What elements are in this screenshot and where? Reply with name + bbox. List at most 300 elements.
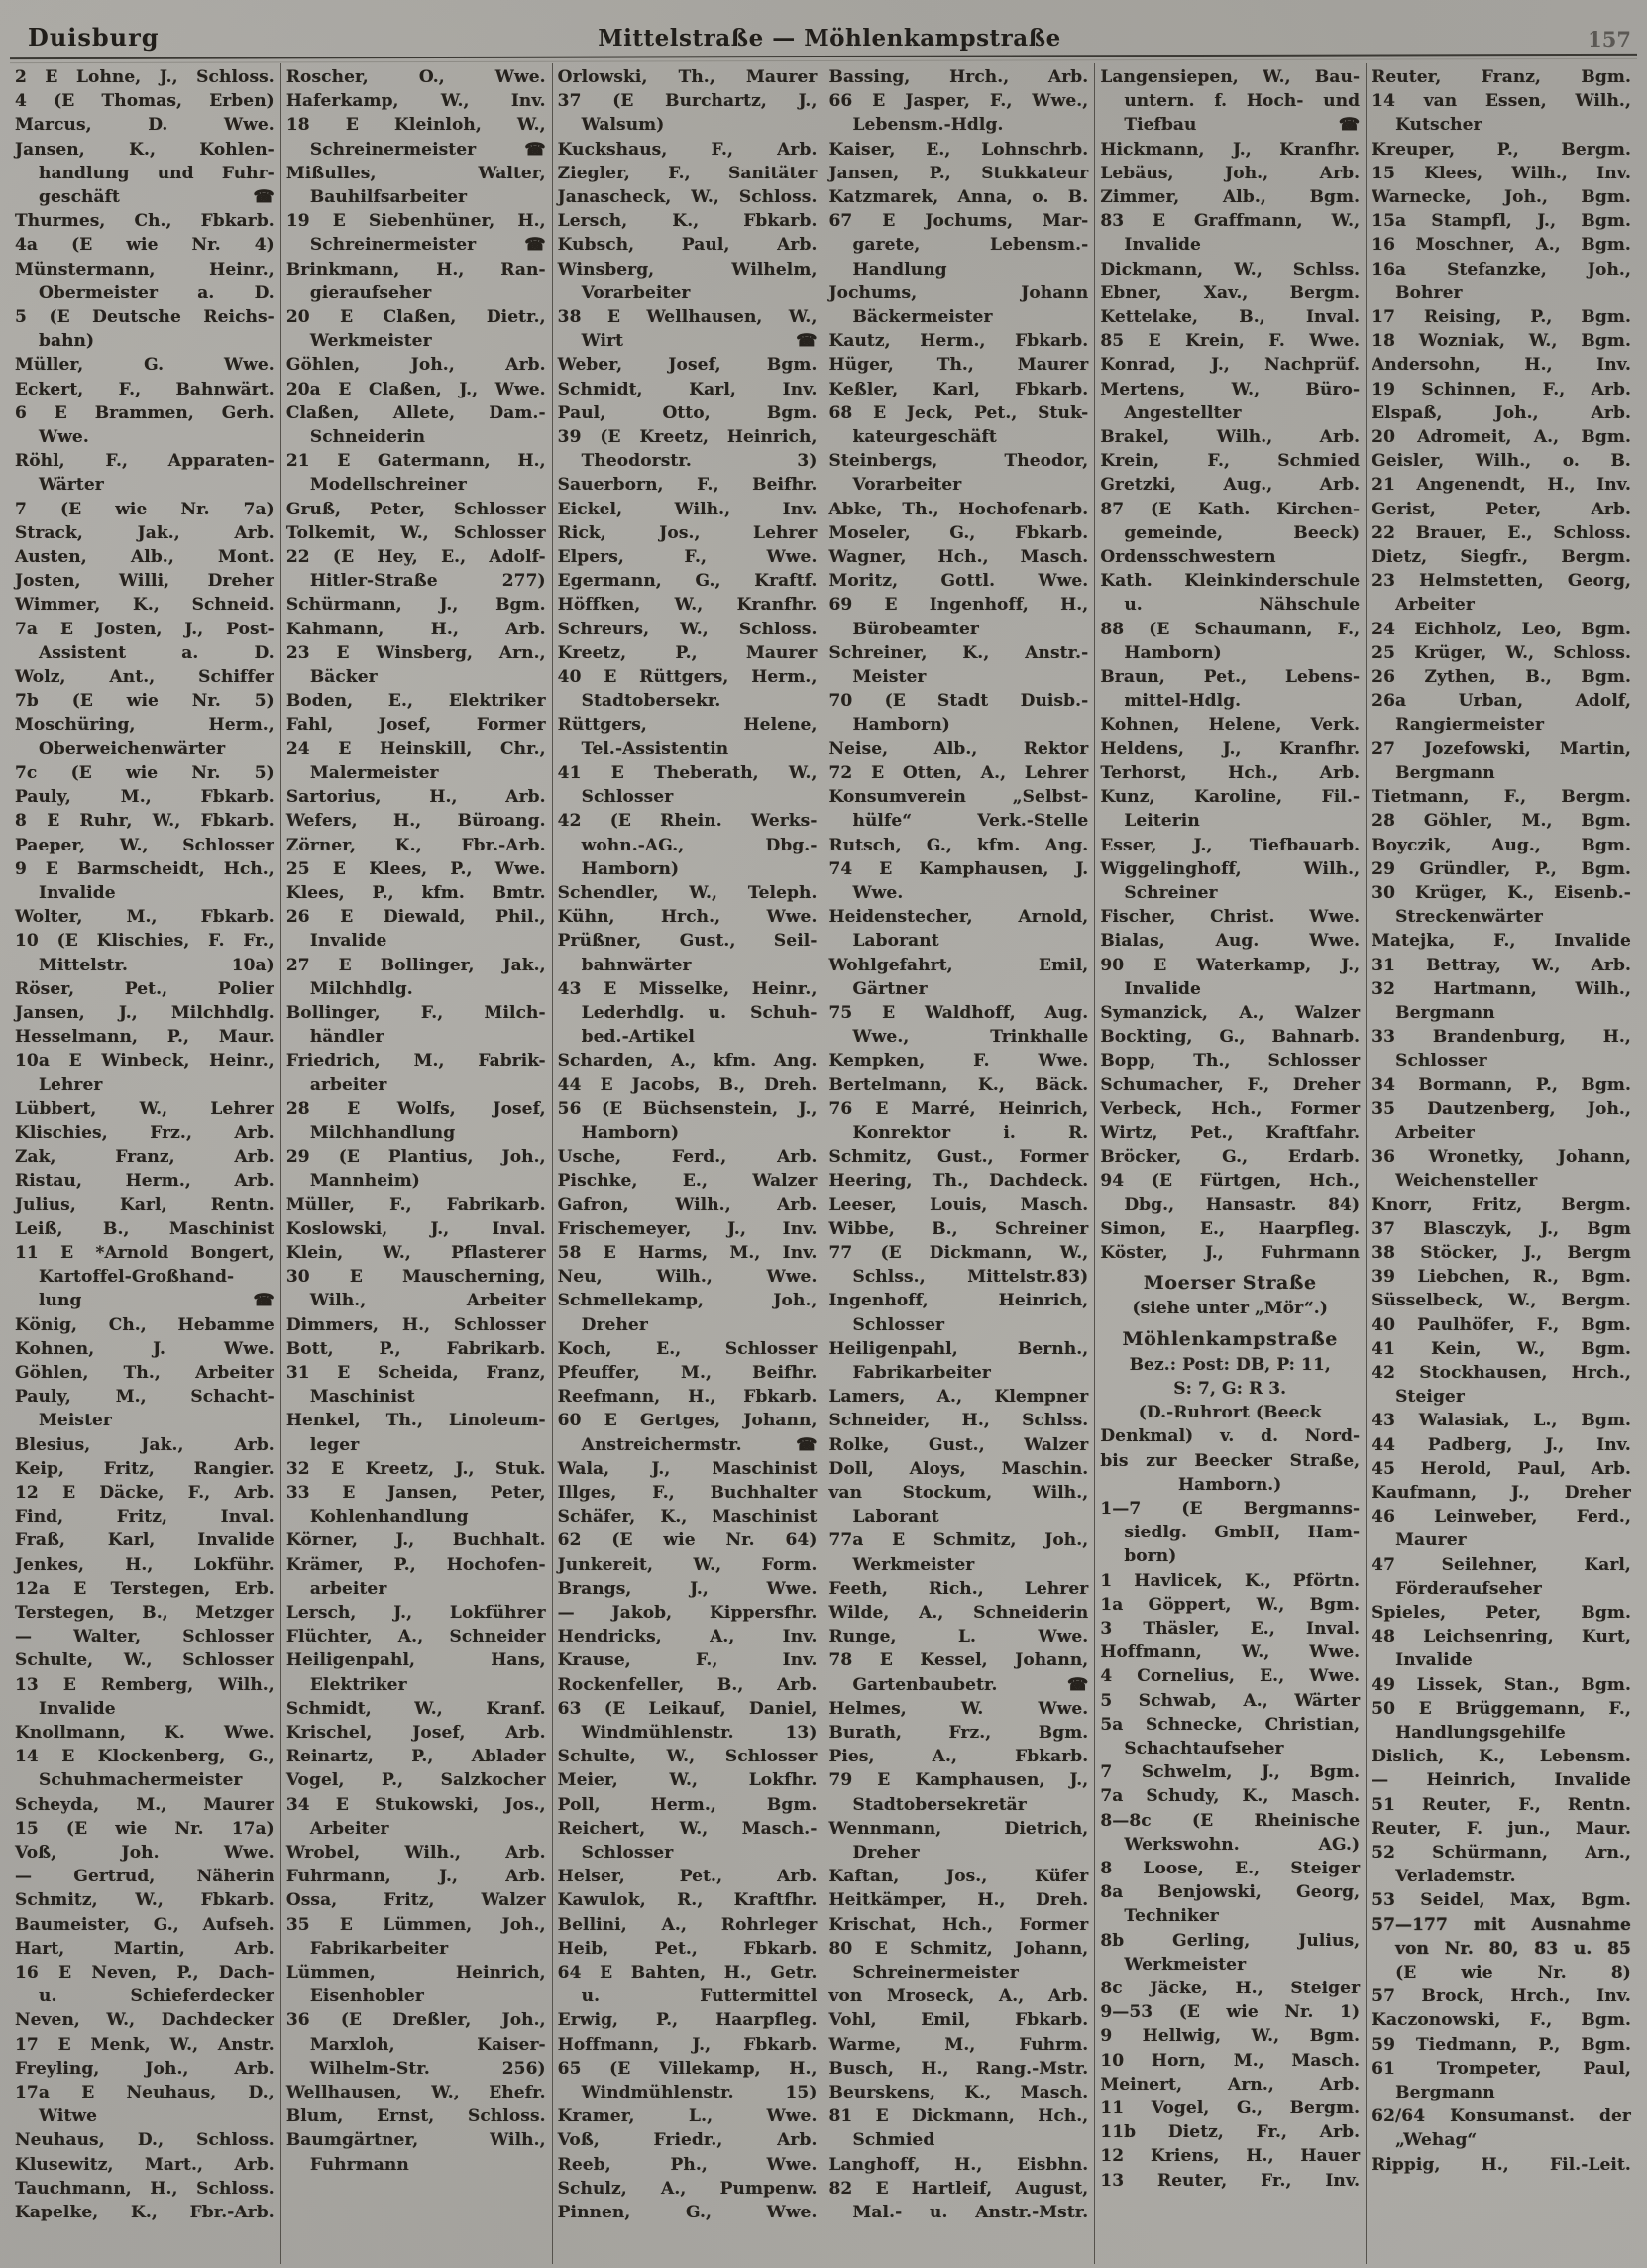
directory-line: Bez.: Post: DB, P: 11, [1129, 1354, 1331, 1375]
directory-line: Warnecke, Joh., Bgm. [1372, 187, 1631, 208]
directory-line: Wilde, A., Schneiderin [828, 1603, 1089, 1623]
directory-line: 34 E Stukowski, Jos., [285, 1794, 546, 1815]
directory-line: Runge, L. Wwe. [828, 1627, 1089, 1647]
directory-line: Krischat, Hch., Former [828, 1914, 1089, 1935]
directory-line: 40 E Rüttgers, Herm., [557, 667, 818, 688]
directory-line: Göhlen, Th., Arbeiter [15, 1362, 274, 1383]
directory-line: 38 Stöcker, J., Bergm [1372, 1242, 1631, 1263]
directory-line: Leiß, B., Maschinist [15, 1218, 274, 1239]
directory-line: Scharden, A., kfm. Ang. [557, 1051, 818, 1072]
directory-line: Baumgärtner, Wilh., [285, 2130, 546, 2151]
directory-line: 41 E Theberath, W., [557, 762, 818, 783]
directory-line: Reinartz, P., Ablader [285, 1747, 546, 1767]
directory-line: Fahl, Josef, Former [285, 715, 546, 736]
directory-line: Theodorstr. 3) [581, 451, 818, 472]
directory-line: 8—8c (E Rheinische [1100, 1810, 1361, 1831]
directory-line: Braun, Pet., Lebens- [1100, 667, 1361, 688]
directory-line: Kaftan, Jos., Küfer [828, 1867, 1089, 1887]
directory-line: Bopp, Th., Schlosser [1100, 1051, 1361, 1072]
directory-line: Vogel, P., Salzkocher [285, 1770, 546, 1791]
directory-line: 17 E Menk, W., Anstr. [15, 2034, 274, 2055]
directory-line: 8 Loose, E., Steiger [1100, 1859, 1361, 1879]
directory-line: Kath. Kleinkinderschule [1100, 571, 1361, 592]
directory-line: 82 E Hartleif, August, [828, 2178, 1089, 2199]
directory-line: Thurmes, Ch., Fbkarb. [15, 211, 274, 232]
directory-line: Schreiner, K., Anstr.- [828, 642, 1089, 663]
directory-line: 63 (E Leikauf, Daniel, [557, 1698, 818, 1719]
directory-line: Voß, Joh. Wwe. [15, 1843, 274, 1864]
directory-line: Köster, J., Fuhrmann [1100, 1242, 1361, 1263]
directory-line: Elektriker [309, 1674, 407, 1695]
directory-line: Abke, Th., Hochofenarb. [828, 499, 1089, 519]
directory-line: Schulte, W., Schlosser [557, 1747, 818, 1767]
directory-line: 27 E Bollinger, Jak., [285, 955, 546, 975]
directory-line: bed.-Artikel [581, 1027, 695, 1048]
directory-line: Lederhdlg. u. Schuh- [581, 1002, 818, 1023]
directory-line: Knorr, Fritz, Bergm. [1372, 1194, 1631, 1215]
directory-line: Wolz, Ant., Schiffer [15, 667, 274, 688]
directory-line: 1a Göppert, W., Bgm. [1100, 1594, 1361, 1615]
directory-line: Kempken, F. Wwe. [828, 1051, 1089, 1072]
directory-line: Tel.-Assistentin [581, 738, 729, 759]
directory-line: Schneider, H., Schlss. [828, 1411, 1089, 1431]
directory-line: Keip, Fritz, Rangier. [15, 1458, 274, 1479]
directory-line: Invalide [39, 1698, 116, 1719]
directory-line: Streckenwärter [1395, 907, 1543, 928]
directory-line: Lebensm.-Hdlg. [852, 115, 1004, 136]
directory-line: — Heinrich, Invalide [1372, 1770, 1631, 1791]
directory-line: Bäckermeister [852, 307, 993, 328]
directory-line: Josten, Willi, Dreher [15, 571, 274, 592]
directory-line: 21 Angenendt, H., Inv. [1372, 475, 1631, 496]
directory-line: Reefmann, H., Fbkarb. [557, 1387, 818, 1408]
directory-line: Bialas, Aug. Wwe. [1100, 931, 1361, 952]
directory-line: u. Nähschule [1124, 595, 1361, 616]
directory-line: 28 Göhler, M., Bgm. [1372, 811, 1631, 832]
directory-line: Pauly, M., Schacht- [15, 1387, 274, 1408]
directory-line: Schlosser [852, 1314, 945, 1335]
directory-line: Schumacher, F., Dreher [1100, 1075, 1361, 1095]
directory-line: 14 van Essen, Wilh., [1372, 91, 1631, 112]
directory-line: Sartorius, H., Arb. [285, 787, 546, 808]
directory-line: Heiligenpahl, Hans, [285, 1650, 546, 1671]
directory-line: 12 E Däcke, F., Arb. [15, 1482, 274, 1503]
directory-line: Wwe. [39, 427, 89, 448]
directory-line: 9 E Barmscheidt, Hch., [15, 858, 274, 879]
directory-line: Verlademstr. [1395, 1867, 1516, 1887]
directory-line: Baumeister, G., Aufseh. [15, 1914, 274, 1935]
directory-line: Bäcker [309, 667, 378, 688]
directory-line: Schlosser [581, 1843, 674, 1864]
directory-line: 16 Moschner, A., Bgm. [1372, 235, 1631, 256]
directory-line: Pauly, M., Fbkarb. [15, 787, 274, 808]
directory-line: Katzmarek, Anna, o. B. [828, 187, 1089, 208]
directory-line: Kaufmann, J., Dreher [1372, 1482, 1631, 1503]
directory-line: 26 E Diewald, Phil., [285, 907, 546, 928]
directory-line: Geisler, Wilh., o. B. [1372, 451, 1631, 472]
directory-line: Langensiepen, W., Bau- [1100, 67, 1361, 87]
directory-line: 8c Jäcke, H., Steiger [1100, 1979, 1361, 1999]
directory-line: Paeper, W., Schlosser [15, 835, 274, 855]
directory-line: Roscher, O., Wwe. [285, 67, 546, 87]
directory-line: Terhorst, Hch., Arb. [1100, 762, 1361, 783]
directory-line: 78 E Kessel, Johann, [828, 1650, 1089, 1671]
directory-line: Schlosser [1395, 1051, 1487, 1072]
directory-line: Janascheck, W., Schloss. [557, 187, 818, 208]
directory-line: Julius, Karl, Rentn. [15, 1194, 274, 1215]
directory-line: Werkmeister [309, 331, 432, 352]
directory-line: Maurer [1395, 1531, 1467, 1551]
directory-line: (D.-Ruhrort (Beeck [1138, 1403, 1322, 1423]
directory-line: Wrobel, Wilh., Arb. [285, 1843, 546, 1864]
directory-line: Laborant [852, 1507, 939, 1528]
directory-line: Windmühlenstr. 15) [581, 2083, 818, 2103]
directory-line: 24 Eichholz, Leo, Bgm. [1372, 619, 1631, 639]
directory-line: 81 E Dickmann, Hch., [828, 2106, 1089, 2127]
directory-line: von Nr. 80, 83 u. 85 [1395, 1938, 1631, 1959]
column-6 [1367, 63, 1637, 2264]
directory-line: Kahmann, H., Arb. [285, 619, 546, 639]
directory-line: 18 Wozniak, W., Bgm. [1372, 331, 1631, 352]
directory-line: Friedrich, M., Fabrik- [285, 1051, 546, 1072]
directory-line: 41 Kein, W., Bgm. [1372, 1338, 1631, 1359]
directory-line: 7c (E wie Nr. 5) [15, 762, 274, 783]
directory-line: 44 E Jacobs, B., Dreh. [557, 1075, 818, 1095]
directory-line: Verbeck, Hch., Former [1100, 1098, 1361, 1119]
directory-line: 22 (E Hey, E., Adolf- [285, 547, 546, 568]
directory-line: Warme, M., Fuhrm. [828, 2034, 1089, 2055]
directory-line: Dreher [852, 1843, 920, 1864]
directory-line: 22 Brauer, E., Schloss. [1372, 522, 1631, 543]
directory-line: Illges, F., Buchhalter [557, 1482, 818, 1503]
directory-line: Freyling, Joh., Arb. [15, 2058, 274, 2079]
directory-line: Jansen, P., Stukkateur [828, 163, 1089, 183]
directory-line: Wala, J., Maschinist [557, 1458, 818, 1479]
directory-line: wohn.-AG., Dbg.- [581, 835, 818, 855]
directory-line: Wwe., Trinkhalle [852, 1027, 1089, 1048]
header-city: Duisburg [28, 23, 160, 52]
directory-line: Neise, Alb., Rektor [828, 738, 1089, 759]
header-rule [10, 54, 1637, 63]
directory-line: 56 (E Büchsenstein, J., [557, 1098, 818, 1119]
directory-line: 34 Bormann, P., Bgm. [1372, 1075, 1631, 1095]
directory-line: Schmitz, W., Fbkarb. [15, 1890, 274, 1911]
directory-line: Schneiderin [309, 427, 426, 448]
directory-line: Keßler, Karl, Fbkarb. [828, 379, 1089, 399]
directory-line: Lebäus, Joh., Arb. [1100, 163, 1361, 183]
directory-line: Blum, Ernst, Schloss. [285, 2106, 546, 2127]
directory-line: 4a (E wie Nr. 4) [15, 235, 274, 256]
directory-line: 19 Schinnen, F., Arb. [1372, 379, 1631, 399]
directory-line: Wirtz, Pet., Kraftfahr. [1100, 1122, 1361, 1143]
directory-line: arbeiter [309, 1075, 387, 1095]
directory-line: Münstermann, Heinr., [15, 259, 274, 280]
directory-line: Lümmen, Heinrich, [285, 1963, 546, 1984]
directory-line: 20 Adromeit, A., Bgm. [1372, 427, 1631, 448]
directory-line: Jansen, J., Milchhdlg. [15, 1002, 274, 1023]
directory-line: 10a E Winbeck, Heinr., [15, 1051, 274, 1072]
directory-line: Müller, F., Fabrikarb. [285, 1194, 546, 1215]
directory-line: Leiterin [1124, 811, 1200, 832]
directory-line: Wellhausen, W., Ehefr. [285, 2083, 546, 2103]
directory-line: 83 E Graffmann, W., [1100, 211, 1361, 232]
directory-line: 7 Schwelm, J., Bgm. [1100, 1762, 1361, 1783]
directory-line: Mannheim) [309, 1171, 420, 1191]
directory-line: 11b Dietz, Fr., Arb. [1100, 2122, 1361, 2143]
directory-line: Heiligenpahl, Bernh., [828, 1338, 1089, 1359]
directory-line: Pinnen, G., Wwe. [557, 2203, 818, 2223]
directory-line: 10 Horn, M., Masch. [1100, 2050, 1361, 2071]
directory-line: Schmidt, W., Kranf. [285, 1698, 546, 1719]
directory-line: 47 Seilehner, Karl, [1372, 1554, 1631, 1575]
directory-line: Wilhelm-Str. 256) [309, 2058, 546, 2079]
directory-line: 20 E Claßen, Dietr., [285, 307, 546, 328]
directory-line: Heib, Pet., Fbkarb. [557, 1938, 818, 1959]
directory-line: Kawulok, R., Kraftfhr. [557, 1890, 818, 1911]
directory-line: Rippig, H., Fil.-Leit. [1372, 2154, 1631, 2175]
directory-line: Invalide [1124, 235, 1201, 256]
directory-line: Moseler, G., Fbkarb. [828, 522, 1089, 543]
directory-line: Schmitz, Gust., Former [828, 1147, 1089, 1168]
directory-line: Rangiermeister [1395, 715, 1545, 736]
directory-line: Zak, Franz, Arb. [15, 1147, 274, 1168]
directory-line: Helmes, W. Wwe. [828, 1698, 1089, 1719]
directory-line: Gafron, Wilh., Arb. [557, 1194, 818, 1215]
directory-line: Klein, W., Pflasterer [285, 1242, 546, 1263]
directory-line: Gartenbaubetr. ☎ [852, 1674, 1089, 1695]
directory-line: Fabrikarbeiter [852, 1362, 991, 1383]
directory-line: Hendricks, A., Inv. [557, 1627, 818, 1647]
directory-line: Gretzki, Aug., Arb. [1100, 475, 1361, 496]
directory-line: Obermeister a. D. [39, 283, 274, 303]
directory-line: Süsselbeck, W., Bergm. [1372, 1291, 1631, 1311]
directory-line: Wohlgefahrt, Emil, [828, 955, 1089, 975]
directory-line: 77 (E Dickmann, W., [828, 1242, 1089, 1263]
directory-line: 13 E Remberg, Wilh., [15, 1674, 274, 1695]
directory-line: Koslowski, J., Inval. [285, 1218, 546, 1239]
directory-line: Steiger [1395, 1387, 1465, 1408]
directory-line: von Mroseck, A., Arb. [828, 1986, 1089, 2007]
directory-line: Langhoff, H., Eisbhn. [828, 2154, 1089, 2175]
directory-line: Bellini, A., Rohrleger [557, 1914, 818, 1935]
directory-line: Lersch, J., Lokführer [285, 1603, 546, 1623]
directory-line: König, Ch., Hebamme [15, 1314, 274, 1335]
directory-line: Moritz, Gottl. Wwe. [828, 571, 1089, 592]
directory-line: Kaczonowski, F., Bgm. [1372, 2010, 1631, 2031]
directory-line: Busch, H., Rang.-Mstr. [828, 2058, 1089, 2079]
directory-line: arbeiter [309, 1578, 387, 1599]
directory-line: 60 E Gertges, Johann, [557, 1411, 818, 1431]
column-4 [824, 63, 1095, 2264]
directory-line: Bott, P., Fabrikarb. [285, 1338, 546, 1359]
directory-line: Bassing, Hrch., Arb. [828, 67, 1089, 87]
directory-line: Rick, Jos., Lehrer [557, 522, 818, 543]
directory-line: 57 Brock, Hrch., Inv. [1372, 1986, 1631, 2007]
directory-line: Heidenstecher, Arnold, [828, 907, 1089, 928]
directory-line: 5 Schwab, A., Wärter [1100, 1690, 1361, 1711]
directory-line: Techniker [1124, 1906, 1219, 1927]
directory-line: Reeb, Ph., Wwe. [557, 2154, 818, 2175]
directory-line: Neven, W., Dachdecker [15, 2010, 274, 2031]
directory-line: Tauchmann, H., Schloss. [15, 2178, 274, 2199]
directory-line: 48 Leichsenring, Kurt, [1372, 1627, 1631, 1647]
directory-line: Schendler, W., Teleph. [557, 882, 818, 903]
directory-line: Schmied [852, 2130, 935, 2151]
directory-line: Hoffmann, W., Wwe. [1100, 1643, 1361, 1663]
directory-line: 15a Stampfl, J., Bgm. [1372, 211, 1631, 232]
directory-line: Malermeister [309, 762, 439, 783]
directory-line: Bollinger, F., Milch- [285, 1002, 546, 1023]
directory-line: 5a Schnecke, Christian, [1100, 1714, 1361, 1735]
directory-line: Blesius, Jak., Arb. [15, 1434, 274, 1455]
directory-line: 23 E Winsberg, Arn., [285, 642, 546, 663]
directory-line: Kuckshaus, F., Arb. [557, 139, 818, 160]
directory-line: Hamborn.) [1177, 1474, 1282, 1495]
directory-line: Tiefbau ☎ [1124, 115, 1361, 136]
directory-line: Konrad, J., Nachprüf. [1100, 355, 1361, 376]
directory-line: 50 E Brüggemann, F., [1372, 1698, 1631, 1719]
directory-line: 42 Stockhausen, Hrch., [1372, 1362, 1631, 1383]
directory-line: Mal.- u. Anstr.-Mstr. [852, 2203, 1089, 2223]
directory-line: 29 (E Plantius, Joh., [285, 1147, 546, 1168]
directory-line: Gärtner [852, 978, 928, 999]
directory-line: Dreher [581, 1314, 648, 1335]
directory-line: 17 Reising, P., Bgm. [1372, 307, 1631, 328]
directory-line: 35 E Lümmen, Joh., [285, 1914, 546, 1935]
directory-line: Eickel, Wilh., Inv. [557, 499, 818, 519]
directory-line: u. Schieferdecker [39, 1986, 274, 2007]
directory-line: Mißulles, Walter, [285, 163, 546, 183]
directory-line: Poll, Herm., Bgm. [557, 1794, 818, 1815]
directory-line: Mittelstr. 10a) [39, 955, 274, 975]
directory-line: 49 Lissek, Stan., Bgm. [1372, 1674, 1631, 1695]
directory-line: u. Futtermittel [581, 1986, 818, 2007]
directory-line: Zimmer, Alb., Bgm. [1100, 187, 1361, 208]
directory-line: Hamborn) [581, 858, 680, 879]
directory-line: Pischke, E., Walzer [557, 1171, 818, 1191]
directory-line: Kautz, Herm., Fbkarb. [828, 331, 1089, 352]
column-1 [10, 63, 281, 2264]
directory-line: Krämer, P., Hochofen- [285, 1554, 546, 1575]
directory-line: Dimmers, H., Schlosser [285, 1314, 546, 1335]
directory-line: Fabrikarbeiter [309, 1938, 449, 1959]
directory-line: Heldens, J., Kranfhr. [1100, 738, 1361, 759]
directory-line: 57—177 mit Ausnahme [1372, 1914, 1631, 1935]
directory-line: 7b (E wie Nr. 5) [15, 691, 274, 712]
directory-line: 11 E *Arnold Bongert, [15, 1242, 274, 1263]
directory-line: 16a Stefanzke, Joh., [1372, 259, 1631, 280]
directory-line: Kühn, Hrch., Wwe. [557, 907, 818, 928]
directory-line: — Jakob, Kippersfhr. [557, 1603, 818, 1623]
directory-line: 74 E Kamphausen, J. [828, 858, 1089, 879]
directory-line: Wirt ☎ [581, 331, 818, 352]
directory-line: Kaiser, E., Lohnschrb. [828, 139, 1089, 160]
directory-line: Jansen, K., Kohlen- [15, 139, 274, 160]
directory-line: 75 E Waldhoff, Aug. [828, 1002, 1089, 1023]
column-3 [553, 63, 824, 2264]
directory-line: untern. f. Hoch- und [1124, 91, 1361, 112]
directory-line: Burath, Frz., Bgm. [828, 1723, 1089, 1744]
directory-line: 79 E Kamphausen, J., [828, 1770, 1089, 1791]
directory-line: 68 E Jeck, Pet., Stuk- [828, 402, 1089, 423]
directory-line: Gerist, Peter, Arb. [1372, 499, 1631, 519]
directory-line: 16 E Neven, P., Dach- [15, 1963, 274, 1984]
column-2 [281, 63, 553, 2264]
directory-line: 1 Havlicek, K., Pförtn. [1100, 1570, 1361, 1591]
directory-line: Egermann, G., Kraftf. [557, 571, 818, 592]
street-heading: Möhlenkampstraße [1122, 1327, 1338, 1350]
header-street-range: Mittelstraße — Möhlenkampstraße [598, 25, 1061, 52]
directory-line: Hart, Martin, Arb. [15, 1938, 274, 1959]
directory-line: Terstegen, B., Metzger [15, 1603, 274, 1623]
directory-line: Walsum) [581, 115, 665, 136]
directory-line: Handlung [852, 259, 947, 280]
directory-line: Lersch, K., Fbkarb. [557, 211, 818, 232]
directory-line: 62/64 Konsumanst. der [1372, 2106, 1631, 2127]
directory-line: Anstreichermstr. ☎ [581, 1434, 818, 1455]
directory-line: Strack, Jak., Arb. [15, 522, 274, 543]
directory-line: 1—7 (E Bergmanns- [1100, 1498, 1361, 1519]
directory-line: 45 Herold, Paul, Arb. [1372, 1458, 1631, 1479]
directory-line: Göhlen, Joh., Arb. [285, 355, 546, 376]
directory-line: Kreetz, P., Maurer [557, 642, 818, 663]
directory-line: Pfeuffer, M., Beifhr. [557, 1362, 818, 1383]
directory-line: Milchhandlung [309, 1122, 456, 1143]
directory-line: Schulte, W., Schlosser [15, 1650, 274, 1671]
directory-line: Körner, J., Buchhalt. [285, 1531, 546, 1551]
directory-line: Wiggelinghoff, Wilh., [1100, 858, 1361, 879]
directory-line: Wennmann, Dietrich, [828, 1818, 1089, 1839]
directory-line: Hamborn) [581, 1122, 680, 1143]
directory-line: siedlg. GmbH, Ham- [1124, 1523, 1361, 1543]
directory-line: Lehrer [39, 1075, 103, 1095]
directory-line: Schreinermeister ☎ [309, 235, 546, 256]
directory-line: Schmidt, Karl, Inv. [557, 379, 818, 399]
directory-line: Neuhaus, D., Schloss. [15, 2130, 274, 2151]
directory-line: Wibbe, B., Schreiner [828, 1218, 1089, 1239]
directory-line: Schlss., Mittelstr.83) [852, 1267, 1089, 1288]
directory-line: Dickmann, W., Schlss. [1100, 259, 1361, 280]
directory-line: Bergmann [1395, 2083, 1495, 2103]
directory-line: Schreurs, W., Schloss. [557, 619, 818, 639]
directory-line: Kohlenhandlung [309, 1507, 469, 1528]
directory-line: Heering, Th., Dachdeck. [828, 1171, 1089, 1191]
directory-line: Frischemeyer, J., Inv. [557, 1218, 818, 1239]
directory-line: Reichert, W., Masch.- [557, 1818, 818, 1839]
directory-line: 2 E Lohne, J., Schloss. [15, 67, 274, 87]
directory-line: Kohnen, Helene, Verk. [1100, 715, 1361, 736]
directory-line: Hamborn) [1124, 642, 1222, 663]
directory-line: 23 Helmstetten, Georg, [1372, 571, 1631, 592]
directory-line: Fraß, Karl, Invalide [15, 1531, 274, 1551]
directory-line: Orlowski, Th., Maurer [557, 67, 818, 87]
directory-line: 42 (E Rhein. Werks- [557, 811, 818, 832]
directory-line: garete, Lebensm.- [852, 235, 1089, 256]
directory-line: 51 Reuter, F., Rentn. [1372, 1794, 1631, 1815]
directory-line: 21 E Gatermann, H., [285, 451, 546, 472]
directory-line: Scheyda, M., Maurer [15, 1794, 274, 1815]
directory-line: 29 Gründler, P., Bgm. [1372, 858, 1631, 879]
directory-line: Wärter [39, 475, 104, 496]
directory-line: Krein, F., Schmied [1100, 451, 1361, 472]
directory-line: Usche, Ferd., Arb. [557, 1147, 818, 1168]
directory-line: Schäfer, K., Maschinist [557, 1507, 818, 1528]
directory-line: Bockting, G., Bahnarb. [1100, 1027, 1361, 1048]
directory-line: Koch, E., Schlosser [557, 1338, 818, 1359]
directory-line: hülfe“ Verk.-Stelle [852, 811, 1089, 832]
directory-line: 26 Zythen, B., Bgm. [1372, 667, 1631, 688]
directory-line: Ebner, Xav., Bergm. [1100, 283, 1361, 303]
